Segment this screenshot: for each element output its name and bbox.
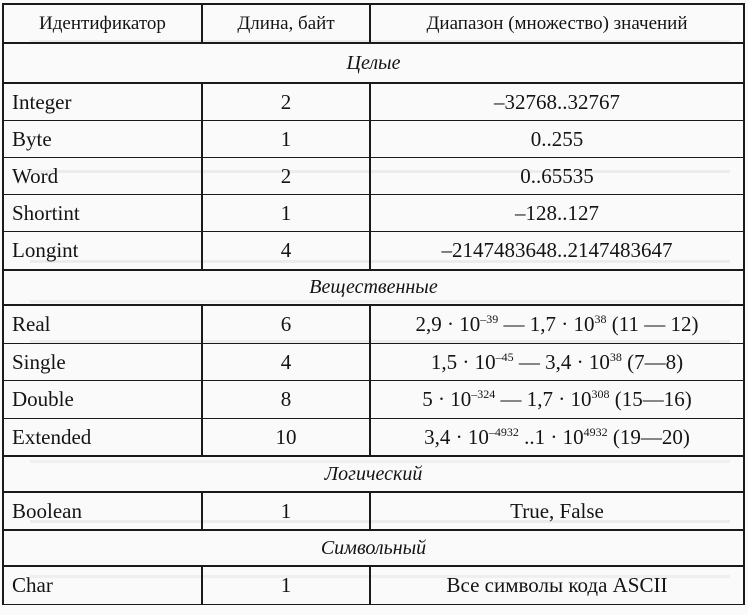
type-range: –2147483648..2147483647 xyxy=(370,232,744,271)
type-length: 1 xyxy=(202,566,370,605)
section-title: Символьный xyxy=(3,530,744,566)
type-length: 6 xyxy=(202,305,370,344)
range-text: — 3,4 · 10 xyxy=(513,349,610,374)
type-identifier: Word xyxy=(3,158,202,195)
section-title: Вещественные xyxy=(3,270,744,305)
type-range: 0..255 xyxy=(370,121,744,158)
type-range: –128..127 xyxy=(370,195,744,232)
data-types-table xyxy=(2,3,745,605)
table-row xyxy=(3,83,744,121)
type-identifier: Real xyxy=(3,305,202,344)
range-exponent: –324 xyxy=(471,387,496,401)
type-length: 4 xyxy=(202,344,370,381)
range-exponent: –39 xyxy=(480,312,499,326)
range-text: 3,4 · 10 xyxy=(424,424,489,449)
type-length: 10 xyxy=(202,419,370,457)
type-range xyxy=(370,419,744,457)
table-row xyxy=(3,195,744,232)
type-identifier: Single xyxy=(3,344,202,381)
type-identifier: Boolean xyxy=(3,492,202,530)
type-range xyxy=(370,344,744,381)
range-exponent: –4932 xyxy=(488,424,519,439)
range-text: 2,9 · 10 xyxy=(415,312,481,336)
table-row xyxy=(3,492,744,530)
range-text: ..1 · 10 xyxy=(518,424,584,449)
table-row xyxy=(3,381,744,419)
type-range xyxy=(370,381,744,419)
range-text: — 1,7 · 10 xyxy=(498,312,595,336)
table-row xyxy=(3,121,744,158)
type-range: True, False xyxy=(370,492,744,530)
range-exponent: 4932 xyxy=(583,424,608,439)
type-length: 1 xyxy=(202,492,370,530)
range-text: 1,5 · 10 xyxy=(430,349,496,374)
section-title: Целые xyxy=(3,43,744,83)
type-identifier: Extended xyxy=(3,419,202,457)
section-row xyxy=(3,270,744,305)
type-identifier: Integer xyxy=(3,83,202,121)
table-row xyxy=(3,232,744,271)
type-range: Все символы кода ASCII xyxy=(370,566,744,605)
range-text: 5 · 10 xyxy=(422,387,472,411)
type-identifier: Longint xyxy=(3,232,202,271)
header-length-bytes: Длина, байт xyxy=(202,4,370,43)
range-exponent: 38 xyxy=(594,312,607,326)
table-row xyxy=(3,344,744,381)
table-body xyxy=(3,43,744,605)
type-length: 2 xyxy=(202,158,370,195)
range-text: (15—16) xyxy=(609,387,692,411)
header-identifier: Идентификатор xyxy=(3,4,202,43)
type-length: 4 xyxy=(202,232,370,271)
type-identifier: Shortint xyxy=(3,195,202,232)
type-length: 1 xyxy=(202,121,370,158)
section-row xyxy=(3,43,744,83)
type-length: 1 xyxy=(202,195,370,232)
range-exponent: 38 xyxy=(609,349,622,364)
table-row xyxy=(3,566,744,605)
range-exponent: 308 xyxy=(591,387,610,401)
range-exponent: –45 xyxy=(495,349,514,364)
type-identifier: Byte xyxy=(3,121,202,158)
type-length: 8 xyxy=(202,381,370,419)
range-text: (7—8) xyxy=(621,349,684,374)
type-identifier: Double xyxy=(3,381,202,419)
range-text: — 1,7 · 10 xyxy=(495,387,592,411)
range-text: (11 — 12) xyxy=(606,312,699,336)
table-row xyxy=(3,419,744,457)
table-header-row xyxy=(3,4,744,43)
section-row xyxy=(3,530,744,566)
table-row xyxy=(3,158,744,195)
section-title: Логический xyxy=(3,456,744,492)
type-range: 0..65535 xyxy=(370,158,744,195)
range-text: (19—20) xyxy=(607,424,690,449)
type-length: 2 xyxy=(202,83,370,121)
header-value-range: Диапазон (множество) значений xyxy=(370,4,744,43)
table-row xyxy=(3,305,744,344)
type-range: –32768..32767 xyxy=(370,83,744,121)
type-identifier: Char xyxy=(3,566,202,605)
section-row xyxy=(3,456,744,492)
type-range xyxy=(370,305,744,344)
